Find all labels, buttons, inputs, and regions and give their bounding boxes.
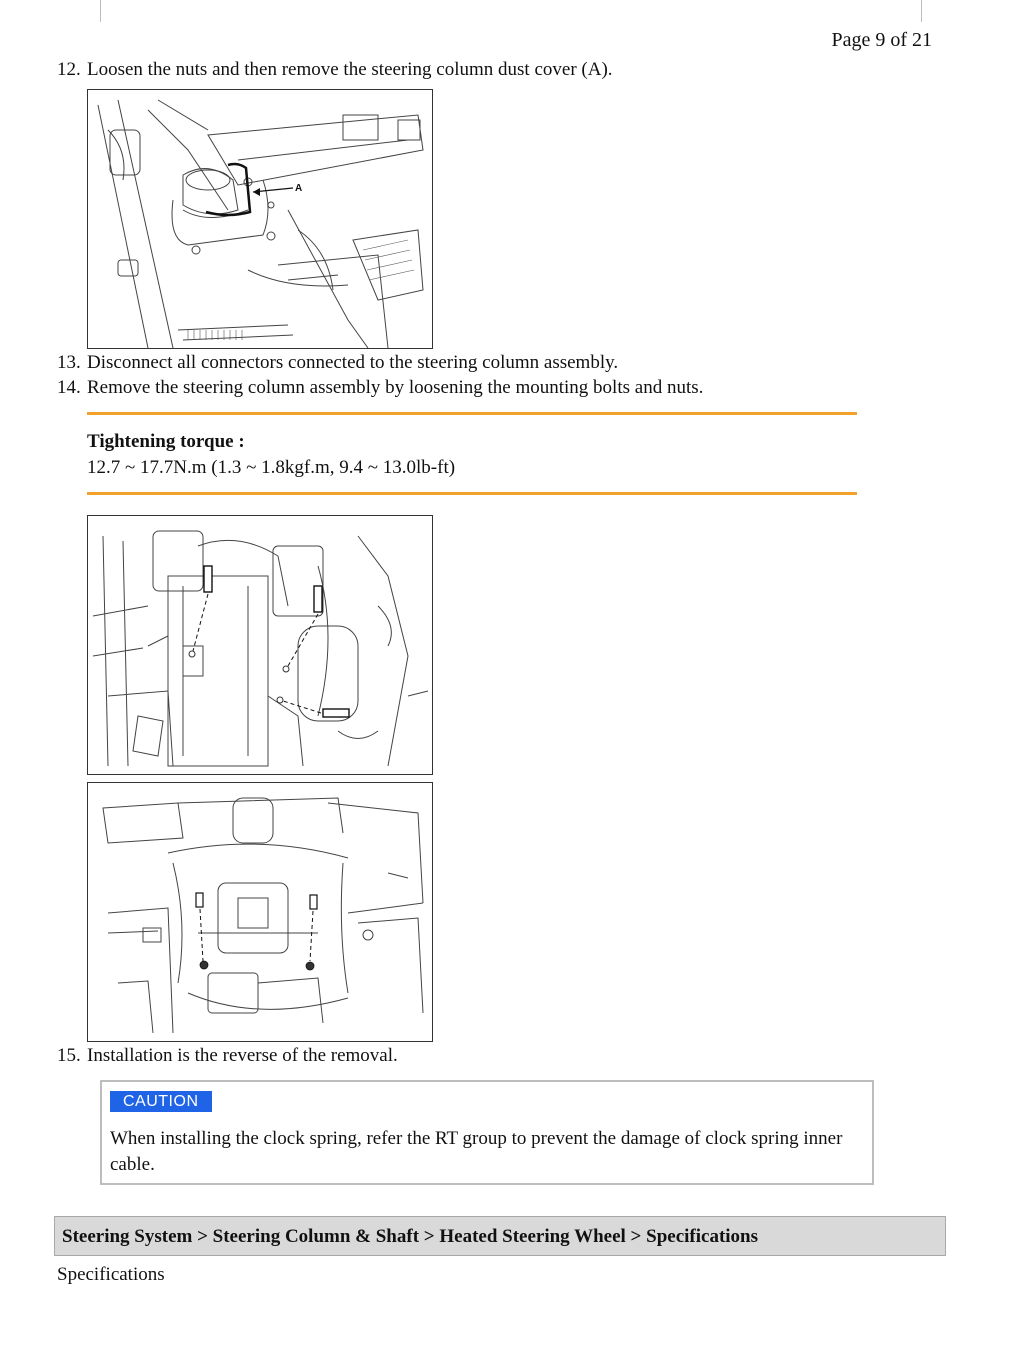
step-number: 12.	[57, 59, 81, 80]
dust-cover-illustration	[88, 90, 432, 348]
page-margin-marker-left	[100, 0, 101, 22]
column-lower-illustration	[88, 783, 432, 1041]
figure-column-bolts-upper	[87, 515, 433, 775]
caution-box	[100, 1080, 874, 1185]
page-margin-marker-right	[921, 0, 922, 22]
step-13	[57, 352, 618, 374]
caution-badge: CAUTION	[110, 1091, 212, 1112]
step-14	[57, 377, 703, 399]
section-title-specifications: Specifications	[57, 1264, 165, 1285]
figure-column-bolts-lower	[87, 782, 433, 1042]
torque-rule-top	[87, 412, 857, 415]
torque-rule-bottom	[87, 492, 857, 495]
step-12	[57, 59, 613, 81]
step-number: 14.	[57, 377, 81, 398]
torque-label: Tightening torque :	[87, 431, 245, 452]
step-text: Remove the steering column assembly by loosening the mounting bolts and nuts.	[87, 377, 704, 398]
step-text: Loosen the nuts and then remove the steering column dust cover (A).	[87, 59, 613, 80]
column-bolts-illustration	[88, 516, 432, 774]
step-text: Installation is the reverse of the removal.	[87, 1045, 398, 1066]
section-breadcrumb	[54, 1216, 946, 1256]
caution-text: When installing the clock spring, refer the RT group to prevent the damage of clock spring inner cable.	[110, 1128, 843, 1175]
page-number: Page 9 of 21	[831, 29, 932, 51]
torque-value: 12.7 ~ 17.7N.m (1.3 ~ 1.8kgf.m, 9.4 ~ 13.0lb-ft)	[87, 457, 456, 478]
step-number: 15.	[57, 1045, 81, 1066]
step-number: 13.	[57, 352, 81, 373]
step-text: Disconnect all connectors connected to the steering column assembly.	[87, 352, 619, 373]
figure-dust-cover	[87, 89, 433, 349]
breadcrumb-text: Steering System > Steering Column & Shaft > Heated Steering Wheel > Specifications	[62, 1226, 759, 1247]
step-15	[57, 1045, 398, 1067]
callout-label-a: A	[295, 183, 303, 194]
